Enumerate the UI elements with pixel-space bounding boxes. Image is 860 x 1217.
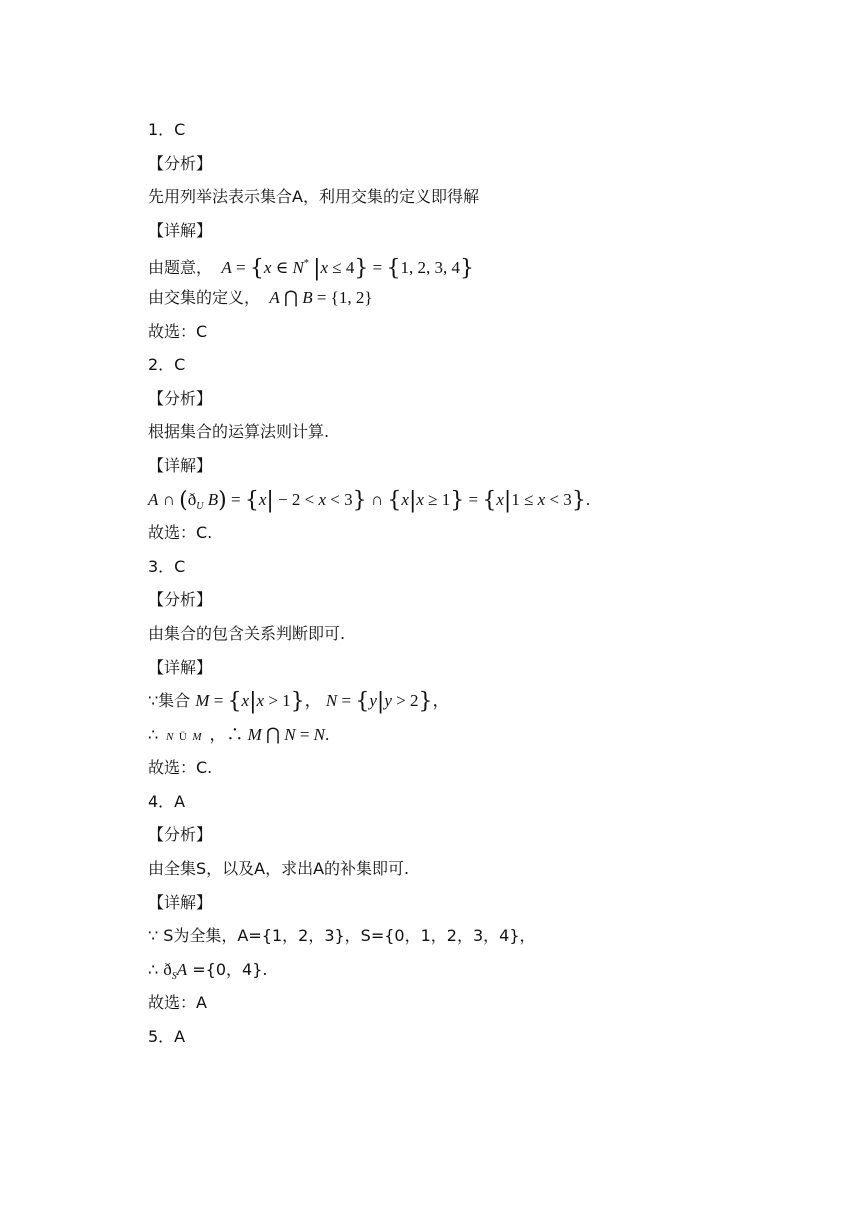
q1-intersection-expression: A ⋂ B = {1, 2} [269,287,373,307]
q1-set-expression: A = {x ∈ N* |x ≤ 4} = {1, 2, 3, 4} [221,256,474,282]
q2-set-expression: A ∩ ($ð_U$ B) = {x| − 2 < x < 3} ∩ {x|x ≥ 1} = {x|1 ≤ x < 3}. [148,487,591,513]
q5-number: 5．A [148,1027,186,1047]
q1-detail-line-1 [148,251,768,285]
q1-detail-heading: 【详解】 [148,220,213,240]
q3-subset-expression: N Ü M [166,730,202,743]
q3-analysis-heading: 【分析】 [148,590,213,610]
q3-detail-line-1 [148,688,768,722]
q2-detail-line-1 [148,487,768,521]
q4-line2-suffix: ={0，4}. [192,959,268,979]
q3-analysis: 由集合的包含关系判断即可. [148,623,346,643]
q4-detail-line-1: ∵ S为全集，A={1，2，3}，S={0，1，2，3，4}， [148,926,536,946]
q1-line2-prefix: 由交集的定义， [148,287,261,307]
q4-number: 4．A [148,791,186,811]
q2-analysis-heading: 【分析】 [148,388,213,408]
answer-content [148,117,768,1058]
q4-analysis: 由全集S，以及A，求出A的补集即可. [148,859,410,879]
q3-intersection-expression: ，∴ M ⋂ N = N. [209,724,330,744]
q4-detail-heading: 【详解】 [148,892,213,912]
q3-detail-heading: 【详解】 [148,657,213,677]
q2-conclusion: 故选：C. [148,523,213,543]
q3-set-expression: M = {x|x > 1}， N = {y|y > 2}， [195,689,450,715]
q2-number: 2．C [148,355,186,375]
q2-analysis: 根据集合的运算法则计算. [148,422,330,442]
q1-analysis: 先用列举法表示集合A，利用交集的定义即得解 [148,187,479,207]
q4-line2-prefix: ∴ [148,959,159,979]
q3-line2-prefix: ∴ [148,724,159,744]
q3-number: 3．C [148,556,186,576]
q2-detail-heading: 【详解】 [148,455,213,475]
q1-analysis-heading: 【分析】 [148,153,213,173]
q1-number: 1．C [148,120,186,139]
q4-analysis-heading: 【分析】 [148,825,213,845]
q4-complement-expression: $ð_SA$ [163,959,188,982]
q4-detail-line-2 [148,957,768,991]
q3-detail-line-2 [148,722,768,756]
q1-line1-prefix: 由题意， [148,258,213,278]
q4-conclusion: 故选：A [148,993,207,1013]
q1-conclusion: 故选：C [148,321,208,341]
q3-conclusion: 故选：C. [148,758,213,778]
q1-detail-line-2 [148,285,768,319]
q3-line1-prefix: ∵集合 [148,691,191,711]
